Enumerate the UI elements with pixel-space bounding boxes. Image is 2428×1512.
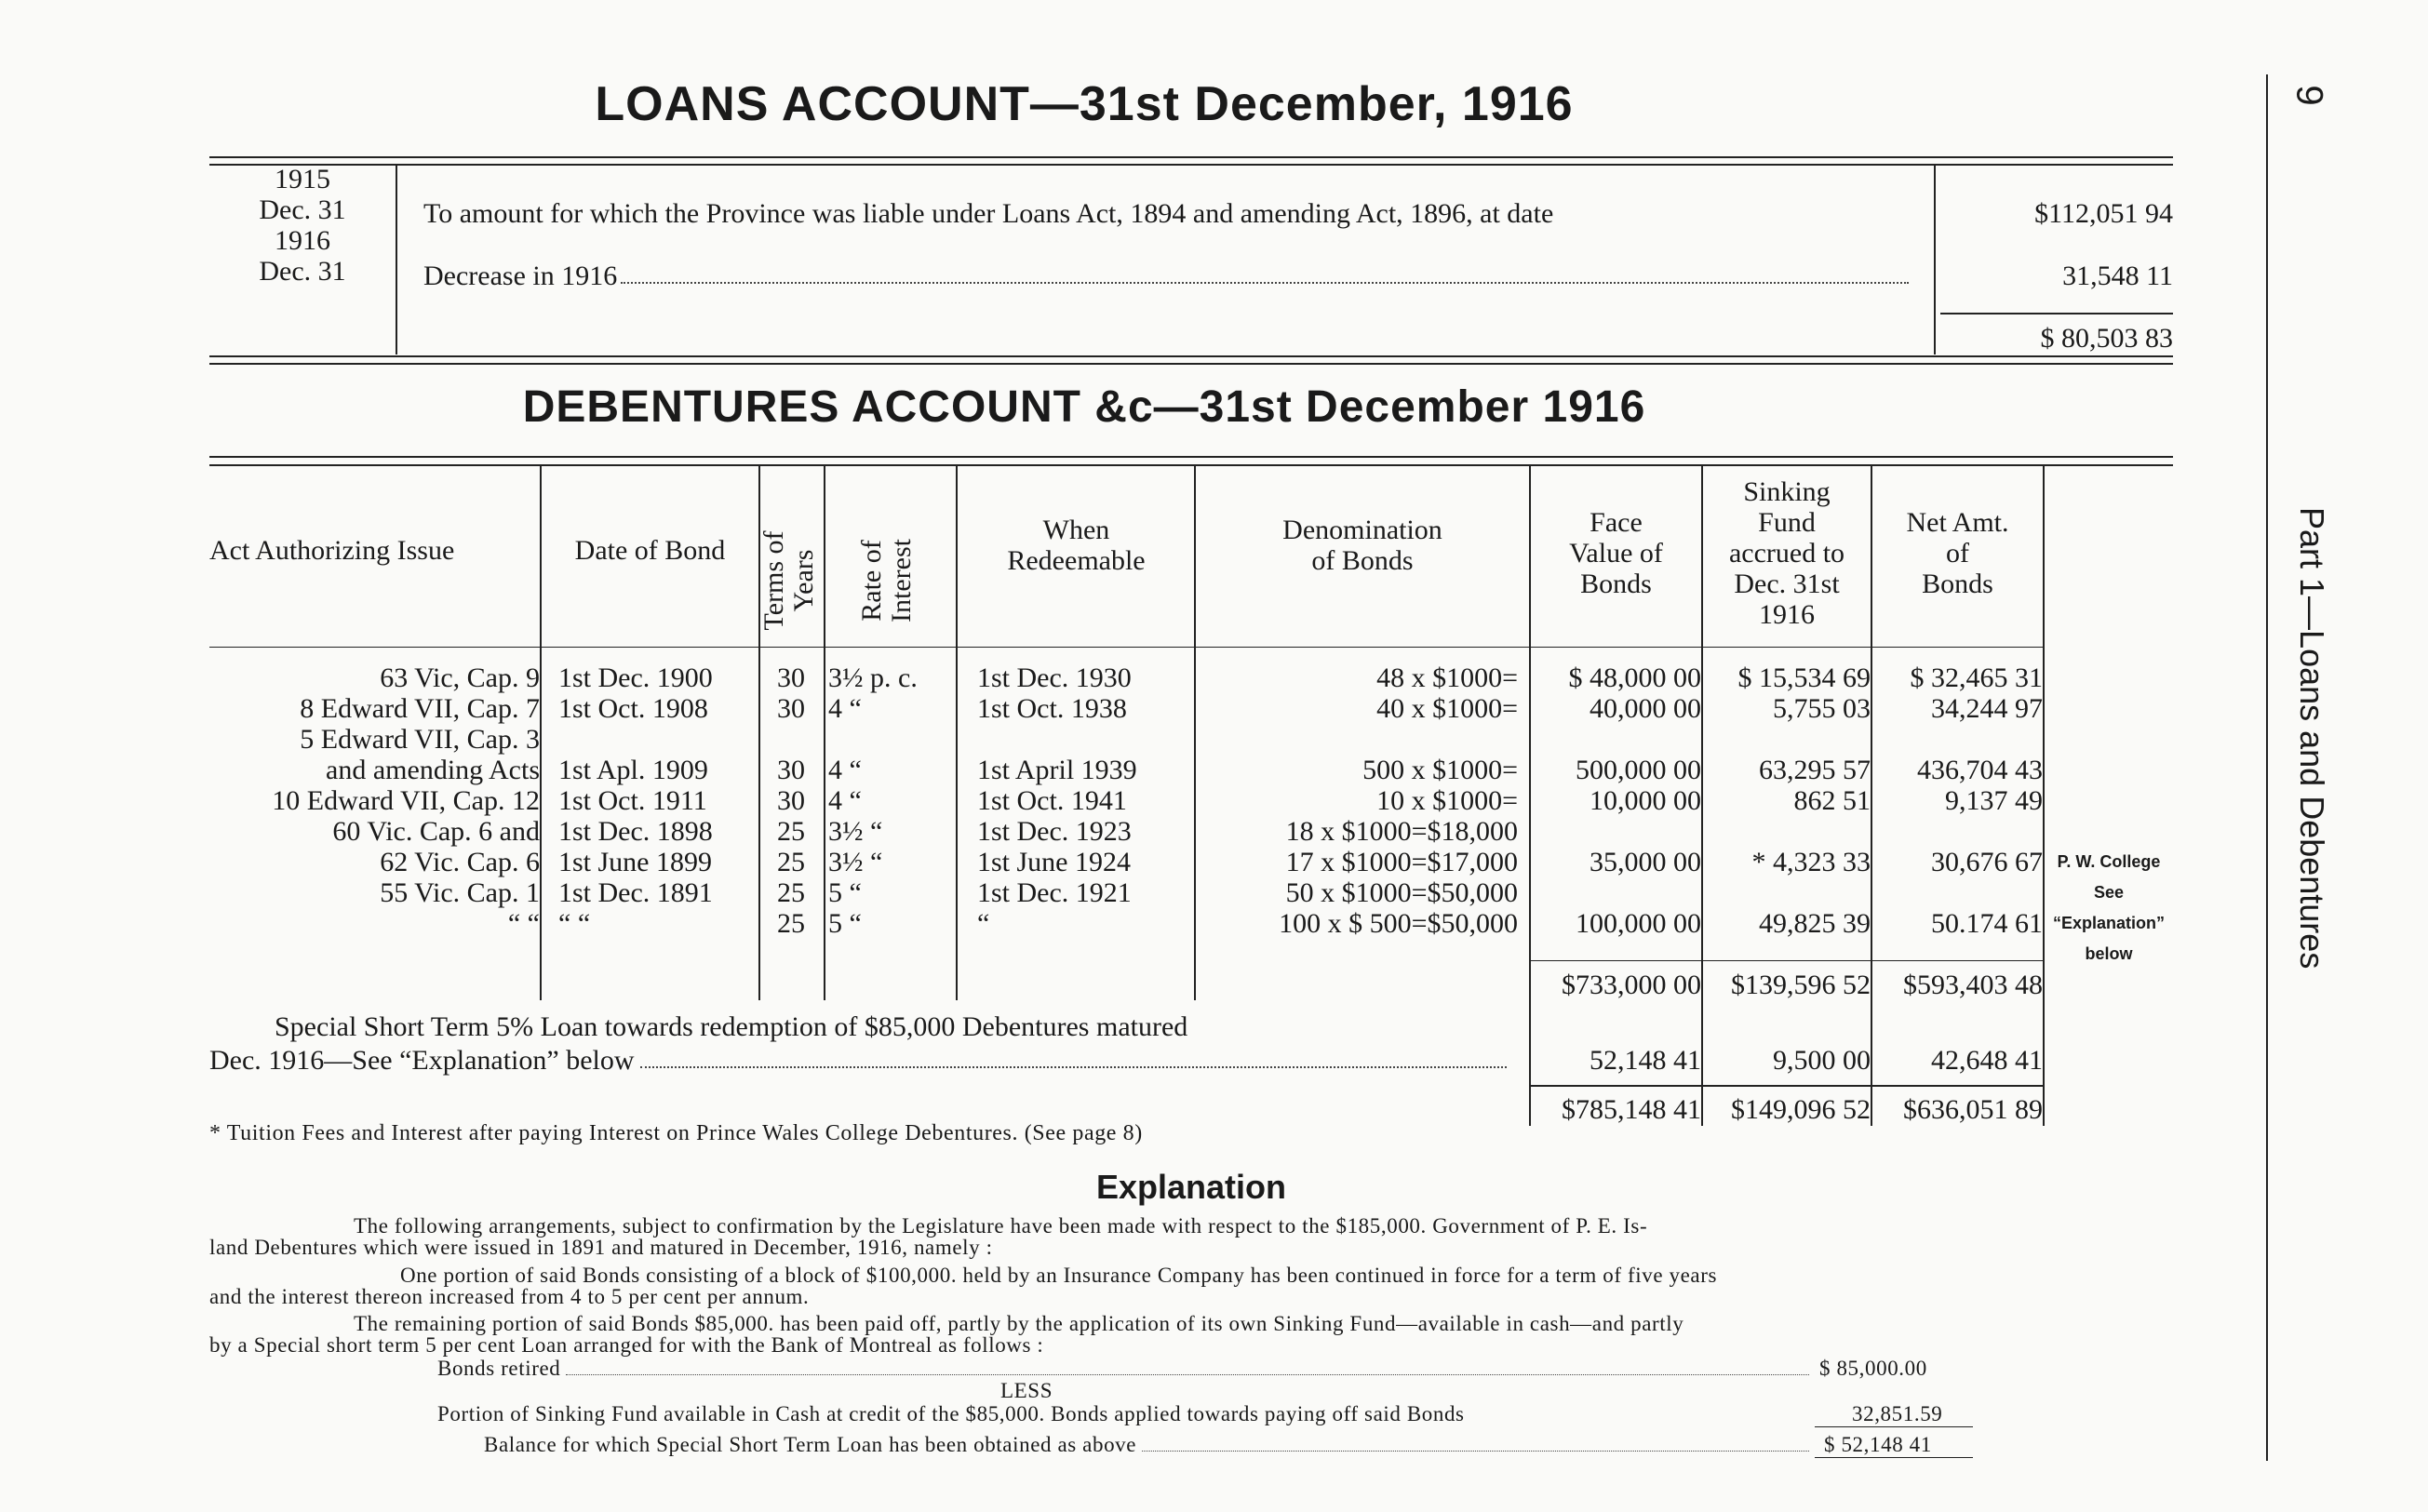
cell-face: 10,000 00: [1590, 785, 1701, 816]
cell-rate: 4 “: [828, 755, 862, 785]
loans-date-year-1916: 1916: [275, 225, 330, 256]
cell-terms: 30: [777, 693, 805, 724]
cell-rate: 4 “: [828, 785, 862, 816]
header-date: Date of Bond: [574, 535, 726, 566]
cell-date: “ “: [558, 908, 591, 939]
cell-terms: 25: [777, 877, 805, 908]
header-face-line1: Face: [1590, 507, 1643, 538]
cell-when: 1st Oct. 1941: [977, 785, 1127, 816]
cell-net: 34,244 97: [1931, 693, 2043, 724]
col-divider-terms: [824, 465, 825, 1000]
header-sinking-line2: Fund: [1758, 507, 1816, 538]
explanation-p1b: land Debentures which were issued in 1891 and matured in December, 1916, namely :: [209, 1236, 993, 1259]
cell-face: 40,000 00: [1590, 693, 1701, 724]
leader-dots: [621, 261, 1909, 284]
header-face-line3: Bonds: [1580, 569, 1652, 599]
cell-terms: 30: [777, 785, 805, 816]
cell-date: 1st Dec. 1898: [558, 816, 713, 847]
cell-denom: 50 x $1000=$50,000: [1285, 877, 1518, 908]
cell-when: 1st Dec. 1921: [977, 877, 1132, 908]
subtotal-face: $733,000 00: [1562, 970, 1701, 1000]
special-line2-wrap: [209, 1045, 1512, 1076]
header-underline: [209, 647, 2043, 648]
cell-date: 1st Apl. 1909: [558, 755, 708, 785]
loans-row1-text: To amount for which the Province was liable under Loans Act, 1894 and amending Act, 1896, at date: [423, 198, 1554, 229]
cell-terms: 30: [777, 755, 805, 785]
explanation-title: Explanation: [1095, 1168, 1287, 1206]
cell-sinking: 49,825 39: [1759, 908, 1871, 939]
explanation-p1a: The following arrangements, subject to confirmation by the Legislature have been made with respect to the $185,000. Government of P. E. Is-: [354, 1214, 1648, 1238]
cell-date: 1st Dec. 1891: [558, 877, 713, 908]
page-number: 9: [2288, 85, 2330, 106]
cell-act: 60 Vic. Cap. 6 and: [332, 816, 540, 847]
col-divider-rate: [956, 465, 958, 1000]
loans-date-year-1915: 1915: [275, 164, 330, 194]
leader-dots: [566, 1357, 1809, 1375]
less-label: LESS: [1000, 1379, 1053, 1402]
header-net: [1872, 507, 2043, 599]
loans-row2-text: Decrease in 1916: [423, 261, 618, 291]
header-sinking: [1703, 476, 1871, 630]
header-face: [1531, 507, 1701, 599]
cell-date: 1st Oct. 1911: [558, 785, 707, 816]
header-sinking-line5: 1916: [1759, 599, 1815, 630]
cell-rate: 5 “: [828, 908, 862, 939]
cell-act: 10 Edward VII, Cap. 12: [272, 785, 540, 816]
loans-top-rule-2: [209, 164, 2173, 166]
cell-when: 1st June 1924: [977, 847, 1131, 877]
cell-net: $ 32,465 31: [1910, 662, 2043, 693]
cell-date: 1st Oct. 1908: [558, 693, 708, 724]
subtotal-rule: [1531, 960, 2043, 961]
bonds-retired-label: Bonds retired: [437, 1357, 561, 1380]
cell-act: 63 Vic, Cap. 9: [380, 662, 540, 693]
cell-denom: 17 x $1000=$17,000: [1285, 847, 1518, 877]
loans-dates: [214, 164, 391, 287]
cell-when: 1st April 1939: [977, 755, 1137, 785]
cell-terms: 25: [777, 908, 805, 939]
footnote: * Tuition Fees and Interest after paying Interest on Prince Wales College Debentures. (See page 8): [209, 1121, 1143, 1145]
cell-net: 50.174 61: [1931, 908, 2043, 939]
loans-sum-rule: [1940, 313, 2173, 314]
debentures-top-rule: [209, 456, 2173, 458]
header-rate: [857, 511, 920, 650]
cell-act: “ “: [507, 908, 540, 939]
balance-amount: $ 52,148 41: [1824, 1433, 1932, 1456]
cell-net: 436,704 43: [1917, 755, 2043, 785]
special-line1: Special Short Term 5% Loan towards redemption of $85,000 Debentures matured: [275, 1011, 1188, 1042]
side-note-line4: below: [2085, 944, 2133, 963]
cell-sinking: * 4,323 33: [1751, 847, 1871, 877]
col-divider-net: [2043, 465, 2045, 1126]
cell-face: 35,000 00: [1590, 847, 1701, 877]
cell-date: 1st Dec. 1900: [558, 662, 713, 693]
leader-dots: [1142, 1433, 1809, 1452]
header-sinking-line4: Dec. 31st: [1734, 569, 1840, 599]
loans-top-rule: [209, 156, 2173, 158]
cell-denom: 500 x $1000=: [1362, 755, 1518, 785]
loans-title: LOANS ACCOUNT—31st December, 1916: [595, 77, 1574, 131]
cell-sinking: 63,295 57: [1759, 755, 1871, 785]
total-sinking: $149,096 52: [1731, 1094, 1871, 1125]
total-net: $636,051 89: [1903, 1094, 2043, 1125]
cell-face: $ 48,000 00: [1568, 662, 1701, 693]
cell-terms: 25: [777, 816, 805, 847]
cell-date: 1st June 1899: [558, 847, 712, 877]
explanation-p3a: The remaining portion of said Bonds $85,000. has been paid off, partly by the application of its own Sinking Fund—available in cash—and partly: [354, 1312, 1684, 1335]
balance-underline: [1815, 1457, 1973, 1458]
cell-terms: 30: [777, 662, 805, 693]
loans-bottom-rule-2: [209, 363, 2173, 365]
cell-face: 100,000 00: [1576, 908, 1701, 939]
cell-net: 9,137 49: [1945, 785, 2043, 816]
balance-label: Balance for which Special Short Term Loan has been obtained as above: [484, 1433, 1137, 1456]
leader-dots: [640, 1045, 1507, 1068]
side-note-line2: See: [2093, 883, 2125, 902]
cell-rate: 3½ “: [828, 847, 883, 877]
side-note-line1: P. W. College: [2057, 852, 2161, 871]
cell-denom: 48 x $1000=: [1376, 662, 1518, 693]
cell-when: 1st Oct. 1938: [977, 693, 1127, 724]
total-face: $785,148 41: [1562, 1094, 1701, 1125]
cell-net: 30,676 67: [1931, 847, 2043, 877]
loans-amount-divider: [1934, 164, 1936, 355]
loans-row2-label: [423, 261, 1912, 291]
loans-row1-amount: $112,051 94: [2034, 198, 2173, 229]
debentures-title: DEBENTURES ACCOUNT &c—31st December 1916: [522, 382, 1646, 432]
cell-when: 1st Dec. 1923: [977, 816, 1132, 847]
subtotal-sinking: $139,596 52: [1731, 970, 1871, 1000]
cell-act: and amending Acts: [326, 755, 540, 785]
loans-date-day-2: Dec. 31: [259, 256, 346, 287]
loans-bottom-rule: [209, 355, 2173, 357]
balance-row: [484, 1433, 1815, 1457]
portion-label: Portion of Sinking Fund available in Cash at credit of the $85,000. Bonds applied towards paying off said Bonds: [437, 1402, 1465, 1425]
special-sinking: 9,500 00: [1773, 1045, 1871, 1076]
explanation-p2a: One portion of said Bonds consisting of a block of $100,000. held by an Insurance Company has been continued in force for a term of five years: [400, 1264, 1718, 1287]
bonds-retired-row: [437, 1357, 1815, 1381]
cell-denom: 18 x $1000=$18,000: [1285, 816, 1518, 847]
portion-underline: [1815, 1426, 1973, 1427]
cell-sinking: 5,755 03: [1773, 693, 1871, 724]
special-line2: Dec. 1916—See “Explanation” below: [209, 1045, 635, 1076]
side-note: [2045, 847, 2173, 970]
header-terms: [759, 511, 823, 650]
bonds-retired-amount: $ 85,000.00: [1819, 1357, 1927, 1380]
debentures-top-rule-2: [209, 464, 2173, 466]
header-rate-text: Rate of Interest: [856, 539, 917, 622]
cell-rate: 3½ p. c.: [828, 662, 918, 693]
cell-face: 500,000 00: [1576, 755, 1701, 785]
cell-act: 5 Edward VII, Cap. 3: [300, 724, 540, 755]
header-terms-text: Terms of Years: [758, 530, 819, 631]
header-denom-line2: of Bonds: [1311, 545, 1414, 576]
page-edge-line: [2266, 74, 2268, 1461]
cell-sinking: 862 51: [1793, 785, 1871, 816]
header-act: Act Authorizing Issue: [209, 535, 455, 566]
cell-rate: 3½ “: [828, 816, 883, 847]
loans-date-day-1: Dec. 31: [259, 194, 346, 225]
special-face: 52,148 41: [1590, 1045, 1701, 1076]
cell-terms: 25: [777, 847, 805, 877]
loans-row2-amount: 31,548 11: [2062, 261, 2173, 291]
cell-when: 1st Dec. 1930: [977, 662, 1132, 693]
header-net-line2: of: [1946, 538, 1969, 569]
total-rule: [1531, 1085, 2043, 1087]
cell-rate: 4 “: [828, 693, 862, 724]
cell-sinking: $ 15,534 69: [1737, 662, 1871, 693]
cell-denom: 10 x $1000=: [1376, 785, 1518, 816]
loans-date-divider: [396, 164, 397, 355]
header-net-line1: Net Amt.: [1906, 507, 2009, 538]
header-when-line1: When: [1042, 515, 1110, 545]
special-net: 42,648 41: [1931, 1045, 2043, 1076]
side-note-line3: “Explanation”: [2052, 914, 2165, 932]
cell-when: “: [977, 908, 990, 939]
header-sinking-line3: accrued to: [1728, 538, 1845, 569]
cell-rate: 5 “: [828, 877, 862, 908]
subtotal-net: $593,403 48: [1903, 970, 2043, 1000]
header-denom-line1: Denomination: [1282, 515, 1442, 545]
portion-amount: 32,851.59: [1852, 1402, 1943, 1425]
header-denom: [1196, 515, 1529, 576]
cell-act: 8 Edward VII, Cap. 7: [300, 693, 540, 724]
side-label: Part 1—Loans and Debentures: [2293, 507, 2331, 970]
header-when: [959, 515, 1194, 576]
explanation-p2b: and the interest thereon increased from 4 to 5 per cent per annum.: [209, 1285, 810, 1308]
cell-denom: 100 x $ 500=$50,000: [1279, 908, 1518, 939]
header-net-line3: Bonds: [1922, 569, 1993, 599]
cell-denom: 40 x $1000=: [1376, 693, 1518, 724]
cell-act: 55 Vic. Cap. 1: [380, 877, 540, 908]
cell-act: 62 Vic. Cap. 6: [380, 847, 540, 877]
header-face-line2: Value of: [1569, 538, 1663, 569]
header-when-line2: Redeemable: [1007, 545, 1146, 576]
explanation-p3b: by a Special short term 5 per cent Loan arranged for with the Bank of Montreal as follows :: [209, 1333, 1044, 1357]
loans-total: $ 80,503 83: [2040, 323, 2173, 354]
header-sinking-line1: Sinking: [1743, 476, 1831, 507]
